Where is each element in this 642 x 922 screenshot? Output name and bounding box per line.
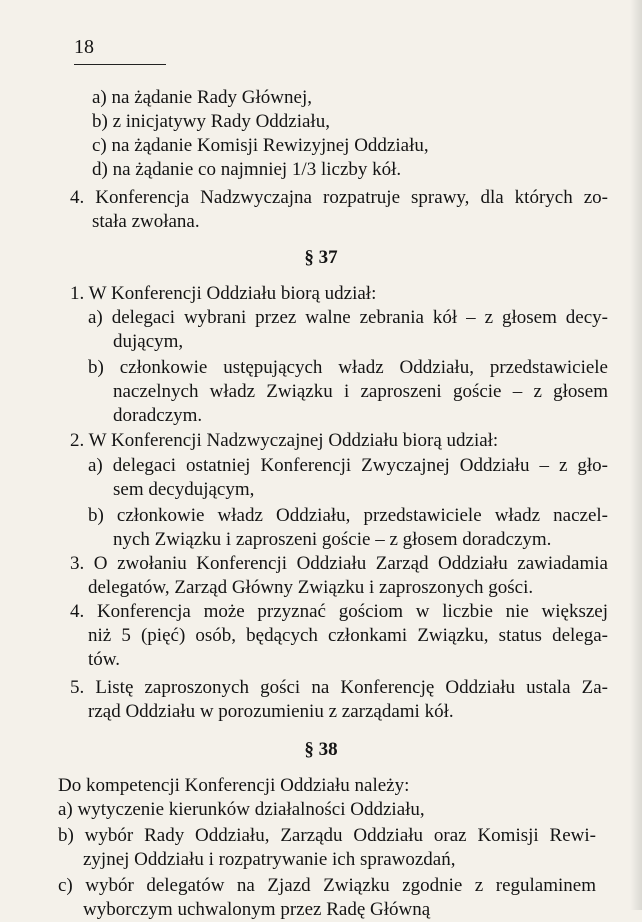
paragraph-line: tów. <box>88 649 121 670</box>
list-item-a: a) delegaci ostatniej Konferencji Zwyczajnej Oddziału – z gło- <box>88 455 608 476</box>
paragraph-line: nych Związku i zaproszeni goście – z głosem doradczym. <box>113 529 552 550</box>
paragraph-line: 1. W Konferencji Oddziału biorą udział: <box>70 283 377 304</box>
list-item-a: a) delegaci wybrani przez walne zebrania kół – z głosem decy- <box>88 307 608 328</box>
list-item-a: a) wytyczenie kierunków działalności Oddziału, <box>58 799 425 820</box>
paragraph-line: delegatów, Zarząd Główny Związku i zaproszonych gości. <box>88 577 534 598</box>
list-item-b: b) wybór Rady Oddziału, Zarządu Oddziału oraz Komisji Rewi- <box>58 825 596 846</box>
section-heading-37: § 37 <box>304 247 338 268</box>
list-item-c: c) wybór delegatów na Zjazd Związku zgodnie z regulaminem <box>58 875 596 896</box>
paragraph-line: naczelnych władz Związku i zaproszeni goście – z głosem <box>113 381 608 402</box>
paragraph-line: stała zwołana. <box>92 211 200 232</box>
list-item-a: a) na żądanie Rady Głównej, <box>92 87 312 108</box>
list-item-c: c) na żądanie Komisji Rewizyjnej Oddziału, <box>92 135 429 156</box>
paragraph-line: zyjnej Oddziału i rozpatrywanie ich sprawozdań, <box>83 849 456 870</box>
paragraph-line: sem decydującym, <box>113 479 255 500</box>
list-item-b: b) z inicjatywy Rady Oddziału, <box>92 111 330 132</box>
paragraph-line: 4. Konferencja może przyznać gościom w liczbie nie większej <box>70 601 608 622</box>
paragraph-line: dującym, <box>113 331 184 352</box>
header-rule <box>74 64 166 65</box>
paragraph-line: rząd Oddziału w porozumieniu z zarządami kół. <box>88 701 454 722</box>
page-edge-shadow <box>630 0 642 910</box>
paragraph-line: Do kompetencji Konferencji Oddziału należy: <box>58 775 410 796</box>
list-item-b: b) członkowie władz Oddziału, przedstawiciele władz naczel- <box>88 505 608 526</box>
paragraph-line: 2. W Konferencji Nadzwyczajnej Oddziału biorą udział: <box>70 430 499 451</box>
paragraph-line: doradczym. <box>113 405 203 426</box>
list-item-b: b) członkowie ustępujących władz Oddziału, przedstawiciele <box>88 357 608 378</box>
paragraph-line: 3. O zwołaniu Konferencji Oddziału Zarząd Oddziału zawiadamia <box>70 553 608 574</box>
list-item-d: d) na żądanie co najmniej 1/3 liczby kół. <box>92 159 402 180</box>
paragraph-line: 5. Listę zaproszonych gości na Konferencję Oddziału ustala Za- <box>70 677 608 698</box>
page-number: 18 <box>74 36 94 58</box>
paragraph-line: niż 5 (pięć) osób, będących członkami Związku, status delega- <box>88 625 608 646</box>
paragraph-line: wyborczym uchwalonym przez Radę Główną <box>83 899 431 920</box>
section-heading-38: § 38 <box>304 739 338 760</box>
paragraph-line: 4. Konferencja Nadzwyczajna rozpatruje sprawy, dla których zo- <box>70 187 608 208</box>
